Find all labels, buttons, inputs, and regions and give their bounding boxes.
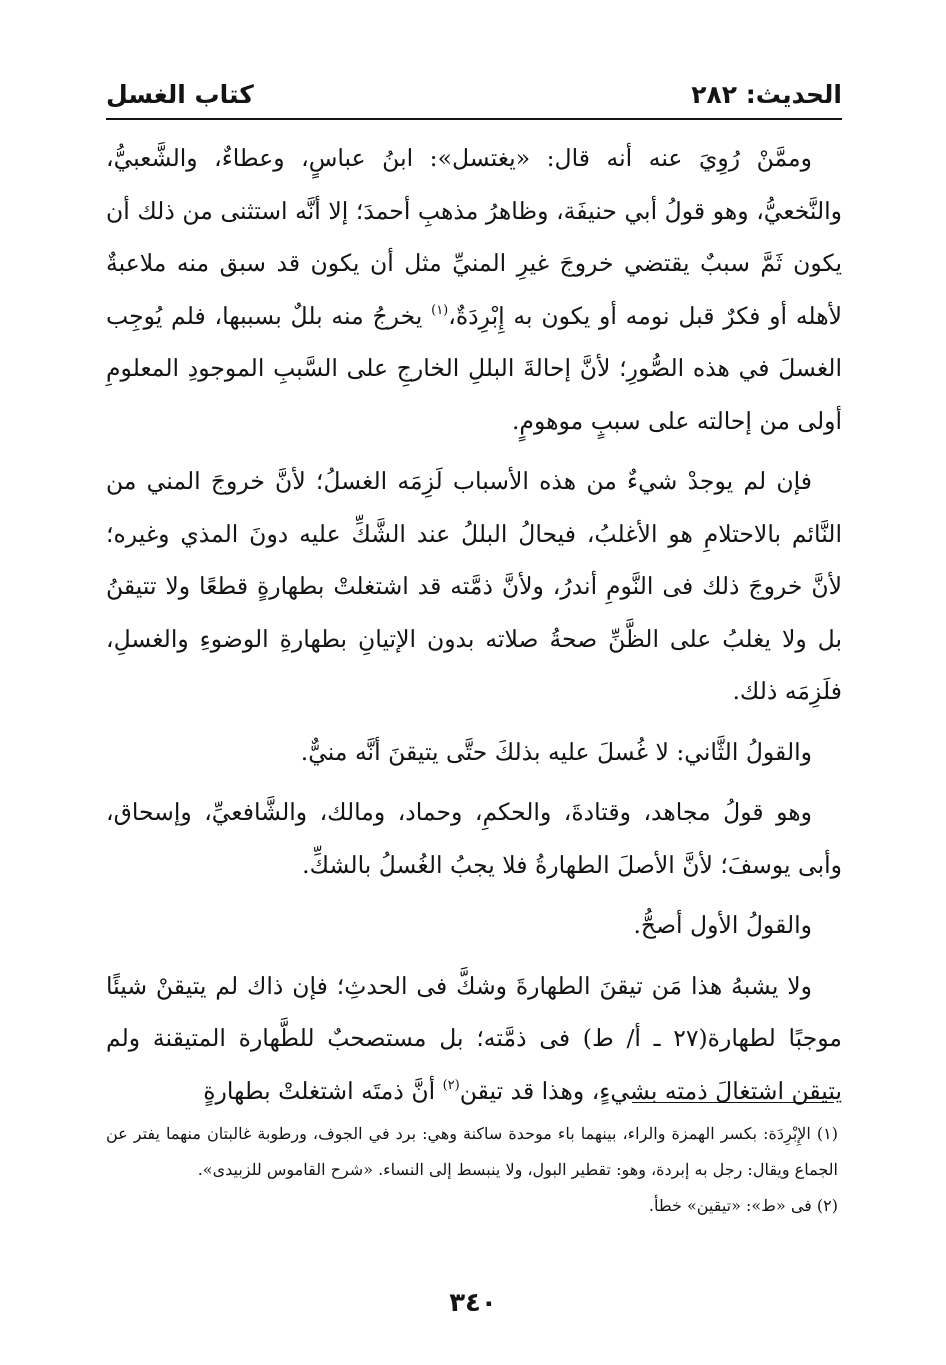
footnotes — [106, 1116, 838, 1224]
chapter-title: كتاب الغسل — [106, 79, 254, 109]
paragraph-1-end: يخرجُ منه بللٌ بسببها، فلم يُوجِب الغسلَ في هذه الصُّورِ؛ لأنَّ إحالةَ البللِ الخارجِ على السَّببِ الموجودِ المعلومِ أولى من إحالته على سببٍ موهومٍ. — [106, 301, 842, 435]
paragraph-6-end: أنَّ ذمتَه اشتغلتْ بطهارةٍ — [203, 1076, 443, 1105]
footnote-ref-1: (١) — [431, 302, 449, 318]
paragraph-2: فإن لم يوجدْ شيءٌ من هذه الأسباب لَزِمَه الغسلُ؛ لأنَّ خروجَ المني من النَّائم بالاحتلامِ هو الأغلبُ، فيحالُ البللُ عند الشَّكِّ عليه دونَ المذي وغيره؛ لأنَّ خروجَ ذلك فى النَّومِ أندرُ، ولأنَّ ذمَّته قد اشتغلتْ بطهارةٍ قطعًا ولا تتيقنُ بل ولا يغلبُ على الظَّنِّ صحةُ صلاته بدون الإتيانِ بطهارةِ الوضوءِ والغسلِ، فلَزِمَه ذلك. — [106, 467, 842, 705]
paragraph-5: والقولُ الأول أصحُّ. — [633, 911, 812, 939]
paragraph-6-text: ولا يشبهُ هذا مَن تيقنَ الطهارةَ وشكَّ فى الحدثِ؛ فإن ذاك لم يتيقنْ شيئًا موجبًا لطهارة(٢٧ ـ أ/ ط) فى ذمَّته؛ بل مستصحبٌ للطَّهارة المتيقنة ولم يتيقن اشتغالَ ذمته بشيءٍ، وهذا قد تيقن — [106, 971, 842, 1105]
paragraph-1-text: وممَّنْ رُوِيَ عنه أنه قال: «يغتسل»: ابنُ عباسٍ، وعطاءٌ، والشَّعبيُّ، والنَّخعيُّ، وهو قولُ أبي حنيفَة، وظاهرُ مذهبِ أحمدَ؛ إلا أنَّه استثنى من ذلك أن يكون ثَمَّ سببٌ يقتضي خروجَ غيرِ المنيِّ مثل أن يكون قد سبق منه ملاعبةٌ لأهله أو فكرٌ قبل نومه أو يكون به إِبْرِدَةٌ، — [106, 144, 843, 330]
main-text — [106, 132, 842, 1117]
paragraph-6 — [106, 960, 842, 1118]
footnote-ref-2: (٢) — [442, 1077, 460, 1093]
footnote-2: (٢) فى «ط»: «تيقين» خطأ. — [648, 1196, 838, 1215]
hadith-number-label: الحديث: ٢٨٢ — [691, 79, 842, 109]
running-header — [106, 74, 842, 114]
paragraph-3: والقولُ الثَّاني: لا غُسلَ عليه بذلكَ حتَّى يتيقنَ أنَّه منيٌّ. — [300, 737, 812, 766]
header-divider — [106, 118, 842, 120]
footnote-divider — [632, 1102, 834, 1103]
paragraph-1 — [106, 132, 842, 447]
paragraph-4: وهو قولُ مجاهد، وقتادةَ، والحكمِ، وحماد، ومالك، والشَّافعيِّ، وإسحاق، وأبى يوسفَ؛ لأنَّ الأصلَ الطهارةُ فلا يجبُ الغُسلُ بالشكِّ. — [106, 798, 842, 879]
page-number: ٣٤٠ — [449, 1288, 497, 1318]
footnote-1: (١) الإِبْرِدَة: بكسر الهمزة والراء، بينهما باء موحدة ساكنة وهي: برد في الجوف، ورطوبة غالبتان منهما يفتر عن الجماع ويقال: رجل به إبردة، وهو: تقطير البول، ولا ينبسط إلى النساء. «شرح القاموس للزبيدى». — [106, 1124, 838, 1179]
